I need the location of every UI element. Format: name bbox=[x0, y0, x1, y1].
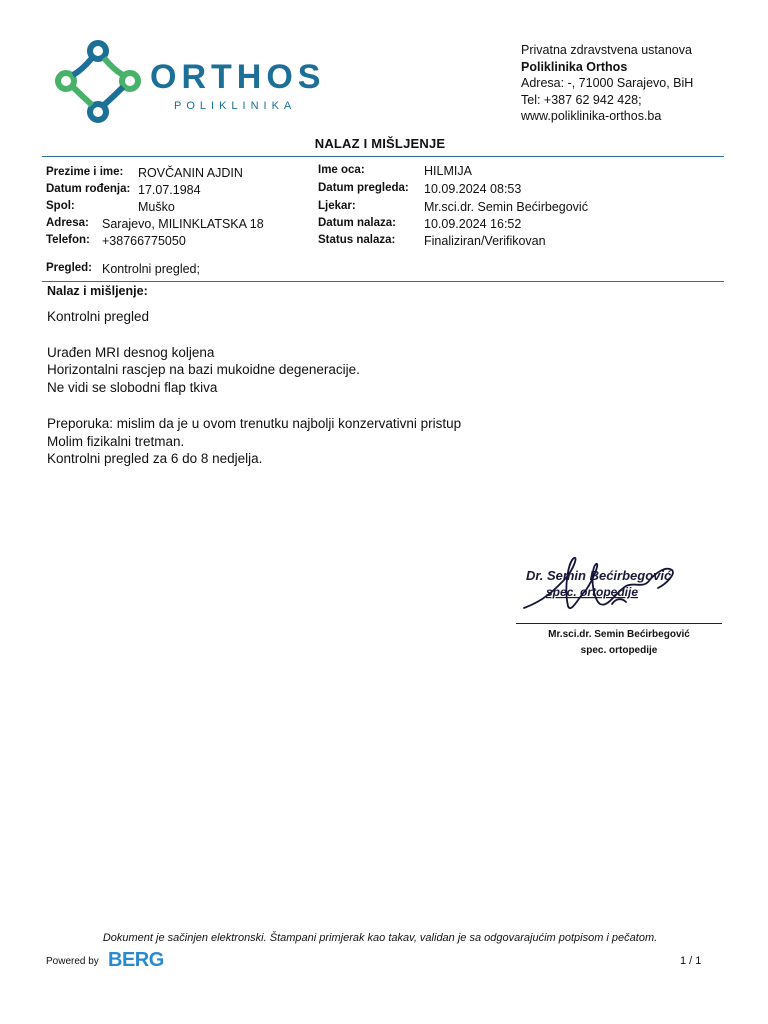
findings-line: Urađen MRI desnog koljena bbox=[47, 344, 215, 360]
findings-line: Kontrolni pregled za 6 do 8 nedjelja. bbox=[47, 451, 263, 467]
section-title: Nalaz i mišljenje: bbox=[47, 284, 148, 298]
findings-line: Kontrolni pregled bbox=[47, 309, 150, 324]
patient-address: Sarajevo, MILINKLATSKA 18 bbox=[102, 217, 264, 231]
status-label: Status nalaza: bbox=[318, 234, 396, 246]
exam-label: Pregled: bbox=[46, 262, 93, 274]
logo-subtitle: POLIKLINIKA bbox=[174, 100, 297, 112]
patient-dob: 17.07.1984 bbox=[138, 183, 201, 197]
powered-by-label: Powered by bbox=[46, 956, 99, 967]
father-name: HILMIJA bbox=[424, 164, 472, 178]
findings-text bbox=[47, 308, 461, 468]
result-status: Finaliziran/Verifikovan bbox=[424, 234, 546, 248]
clinic-line-1: Privatna zdravstvena ustanova bbox=[521, 43, 692, 57]
signature-line bbox=[516, 623, 722, 624]
phone-label: Telefon: bbox=[46, 234, 90, 246]
sex-label: Spol: bbox=[46, 200, 75, 212]
dob-label: Datum rođenja: bbox=[46, 183, 131, 195]
exam-date: 10.09.2024 08:53 bbox=[424, 182, 522, 196]
father-label: Ime oca: bbox=[318, 164, 365, 176]
result-date-label: Datum nalaza: bbox=[318, 217, 396, 229]
address-label: Adresa: bbox=[46, 217, 89, 229]
exam-date-label: Datum pregleda: bbox=[318, 182, 409, 194]
header-divider bbox=[42, 156, 724, 157]
footer-note: Dokument je sačinjen elektronski. Štampani primjerak kao takav, validan je sa odgovarajućim potpisom i pečatom. bbox=[102, 932, 658, 944]
findings-line: Horizontalni rascjep na bazi mukoidne degeneracije. bbox=[47, 362, 360, 378]
clinic-phone: Tel: +387 62 942 428; bbox=[521, 92, 642, 107]
clinic-website: www.poliklinika-orthos.ba bbox=[521, 109, 662, 123]
patient-phone: +38766775050 bbox=[102, 234, 186, 248]
logo-name: ORTHOS bbox=[150, 58, 326, 96]
clinic-address: Adresa: -, 71000 Sarajevo, BiH bbox=[521, 76, 694, 90]
signature-stamp-icon bbox=[516, 548, 724, 624]
signatory-name: Mr.sci.dr. Semin Bećirbegović bbox=[548, 629, 690, 640]
clinic-info bbox=[521, 42, 693, 125]
result-date: 10.09.2024 16:52 bbox=[424, 217, 522, 231]
findings-line: Ne vidi se slobodni flap tkiva bbox=[47, 380, 218, 396]
patient-sex: Muško bbox=[138, 200, 175, 214]
page-number: 1 / 1 bbox=[680, 955, 702, 967]
exam-type: Kontrolni pregled; bbox=[102, 262, 200, 276]
doctor-label: Ljekar: bbox=[318, 200, 356, 212]
name-label: Prezime i ime: bbox=[46, 166, 124, 178]
berg-logo: BERG bbox=[108, 949, 164, 971]
clinic-name: Poliklinika Orthos bbox=[521, 59, 628, 74]
stamp-line-2: spec. ortopedije bbox=[546, 585, 639, 599]
signature-block bbox=[516, 627, 722, 659]
findings-line bbox=[47, 397, 461, 415]
signatory-title: spec. ortopedije bbox=[580, 645, 658, 656]
doctor-name: Mr.sci.dr. Semin Bećirbegović bbox=[424, 200, 588, 214]
findings-line: Molim fizikalni tretman. bbox=[47, 433, 185, 449]
findings-line bbox=[47, 326, 461, 344]
stamp-line-1: Dr. Semin Bećirbegović bbox=[526, 568, 672, 583]
document-title: NALAZ I MIŠLJENJE bbox=[314, 136, 446, 151]
patient-name: ROVČANIN AJDIN bbox=[138, 166, 243, 180]
exam-divider bbox=[42, 281, 724, 282]
findings-line: Preporuka: mislim da je u ovom trenutku najbolji konzervativni pristup bbox=[47, 415, 462, 431]
